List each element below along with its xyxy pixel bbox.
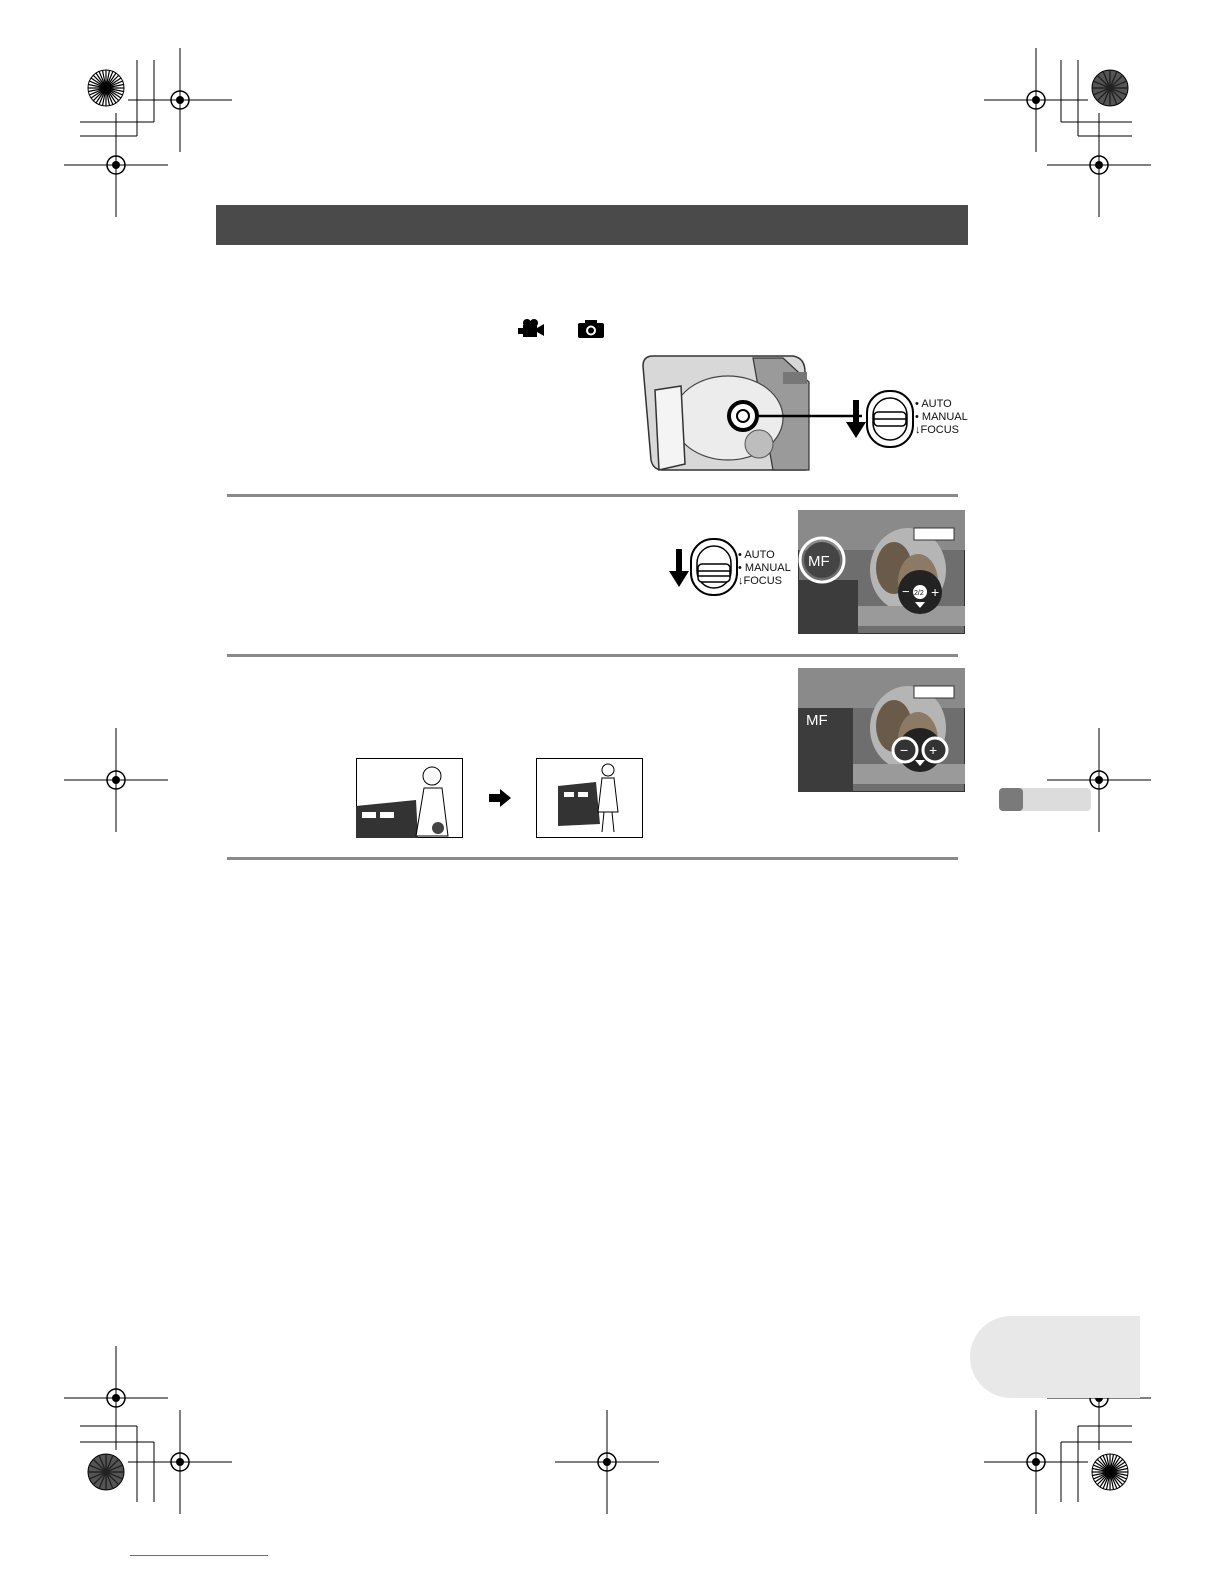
right-arrow-icon (489, 789, 511, 807)
focus-label: FOCUS (920, 424, 959, 436)
minus-label: − (900, 742, 909, 758)
switch-labels-2: • AUTO • MANUAL ↓FOCUS (738, 549, 791, 587)
plus-label: + (929, 742, 938, 758)
focus-example-before (356, 758, 463, 838)
step-divider (227, 654, 958, 657)
manual-label: MANUAL (744, 562, 791, 574)
lcd-screen-mf (798, 510, 965, 634)
switch-labels-1: • AUTO • MANUAL ↓FOCUS (915, 398, 968, 436)
mf-label: MF (808, 553, 830, 570)
auto-label: AUTO (744, 549, 775, 561)
bottom-link-underline (130, 1555, 268, 1556)
step-divider (227, 494, 958, 497)
focus-switch-down-arrow (669, 549, 689, 587)
plus-label: + (931, 584, 940, 600)
lcd-screen-adjust (798, 668, 965, 792)
section-title-bar (216, 205, 968, 245)
manual-label: MANUAL (921, 411, 968, 423)
mf-label: MF (806, 712, 828, 729)
focus-label: FOCUS (743, 575, 782, 587)
still-camera-icon (577, 319, 605, 339)
page-number-tab (970, 1316, 1140, 1398)
auto-label: AUTO (921, 398, 952, 410)
focus-example-after (536, 758, 643, 838)
page-indicator: 2/2 (914, 590, 924, 597)
step-divider (227, 857, 958, 860)
movie-camera-icon (517, 318, 545, 340)
chapter-tab (999, 788, 1091, 811)
minus-label: − (902, 584, 910, 599)
focus-switch[interactable] (690, 538, 738, 596)
focus-switch[interactable] (866, 390, 914, 448)
focus-switch-down-arrow (846, 400, 866, 438)
